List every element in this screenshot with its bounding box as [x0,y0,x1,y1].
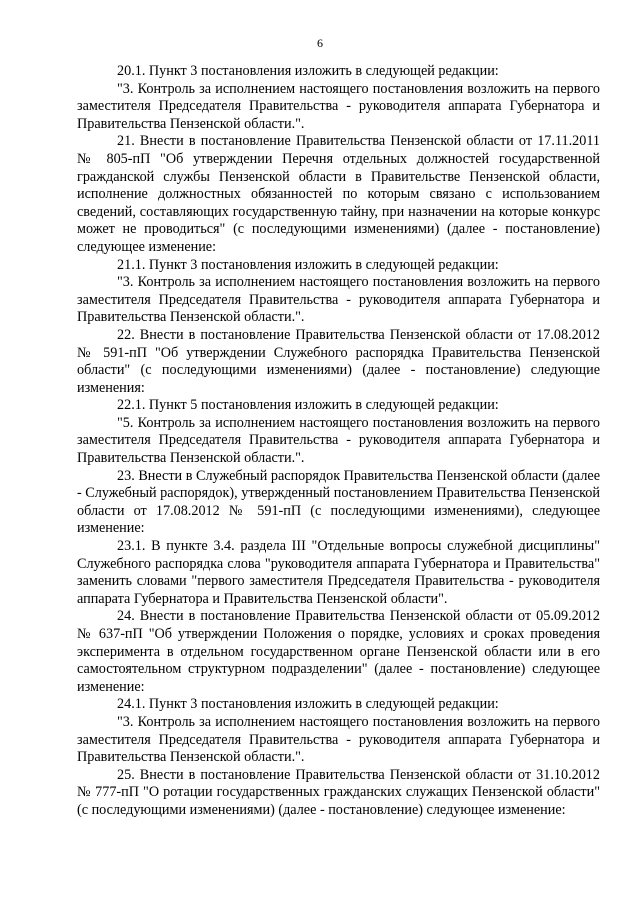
paragraph-24: 24. Внести в постановление Правительства Пензенской области от 05.09.2012 № 637-пП "Об утверждении Положения о порядке, условиях и сроках проведения эксперимента в отдельном государственном органе Пензенской области или в его самостоятельном структурном подразделении" (далее - постановление) следующее изменение: [77,608,600,695]
paragraph-22-1-text: "5. Контроль за исполнением настоящего постановления возложить на первого заместителя Председателя Правительства - руководителя аппарата Губернатора и Правительства Пензенской области.". [77,414,600,467]
paragraph-24-1: 24.1. Пункт 3 постановления изложить в следующей редакции: [117,696,499,713]
paragraph-25: 25. Внести в постановление Правительства Пензенской области от 31.10.2012 № 777-пП "О ротации государственных гражданских служащих Пензенской области" (с последующими изменениями) (далее - постановление) следующее изменение: [77,766,600,818]
paragraph-22-1: 22.1. Пункт 5 постановления изложить в следующей редакции: [117,397,499,414]
paragraph-23-1: 23.1. В пункте 3.4. раздела III "Отдельные вопросы служебной дисциплины" Служебного распорядка слова "руководителя аппарата Губернатора и Правительства" заменить словами "первого заместителя Председателя Правительства - руководителя аппарата Губернатора и Правительства Пензенской области". [77,538,600,607]
paragraph-23: 23. Внести в Служебный распорядок Правительства Пензенской области (далее - Служебный распорядок), утвержденный постановлением Правительства Пензенской области от 17.08.2012 № 591-пП (с последующими изменениями), следующее изменение: [77,467,600,537]
paragraph-20-1: 20.1. Пункт 3 постановления изложить в следующей редакции: [117,63,499,79]
paragraph-22: 22. Внести в постановление Правительства Пензенской области от 17.08.2012 № 591-пП "Об утверждении Служебного распорядка Правительства Пензенской области" (с последующими изменениями) (далее - постановление) следующие изменения: [77,326,600,396]
paragraph-21-1-text: "3. Контроль за исполнением настоящего постановления возложить на первого заместителя Председателя Правительства - руководителя аппарата Губернатора и Правительства Пензенской области.". [77,274,600,326]
paragraph-21-1: 21.1. Пункт 3 постановления изложить в следующей редакции: [117,256,499,273]
page-number: 6 [317,36,323,50]
paragraph-20-1-text: "3. Контроль за исполнением настоящего постановления возложить на первого заместителя Председателя Правительства - руководителя аппарата Губернатора и Правительства Пензенской области.". [77,80,600,132]
paragraph-21: 21. Внести в постановление Правительства Пензенской области от 17.11.2011 № 805-пП "Об утверждении Перечня отдельных должностей государственной гражданской службы Пензенской области в Правительстве Пензенской области, исполнение должностных обязанностей по которым связано с использованием сведений, составляющих государственную тайну, при назначении на которые конкурс может не проводиться" (с последующими изменениями) (далее - постановление) следующее изменение: [77,133,600,255]
document-body [77,63,600,820]
paragraph-24-1-text: "3. Контроль за исполнением настоящего постановления возложить на первого заместителя Председателя Правительства - руководителя аппарата Губернатора и Правительства Пензенской области.". [77,713,600,766]
